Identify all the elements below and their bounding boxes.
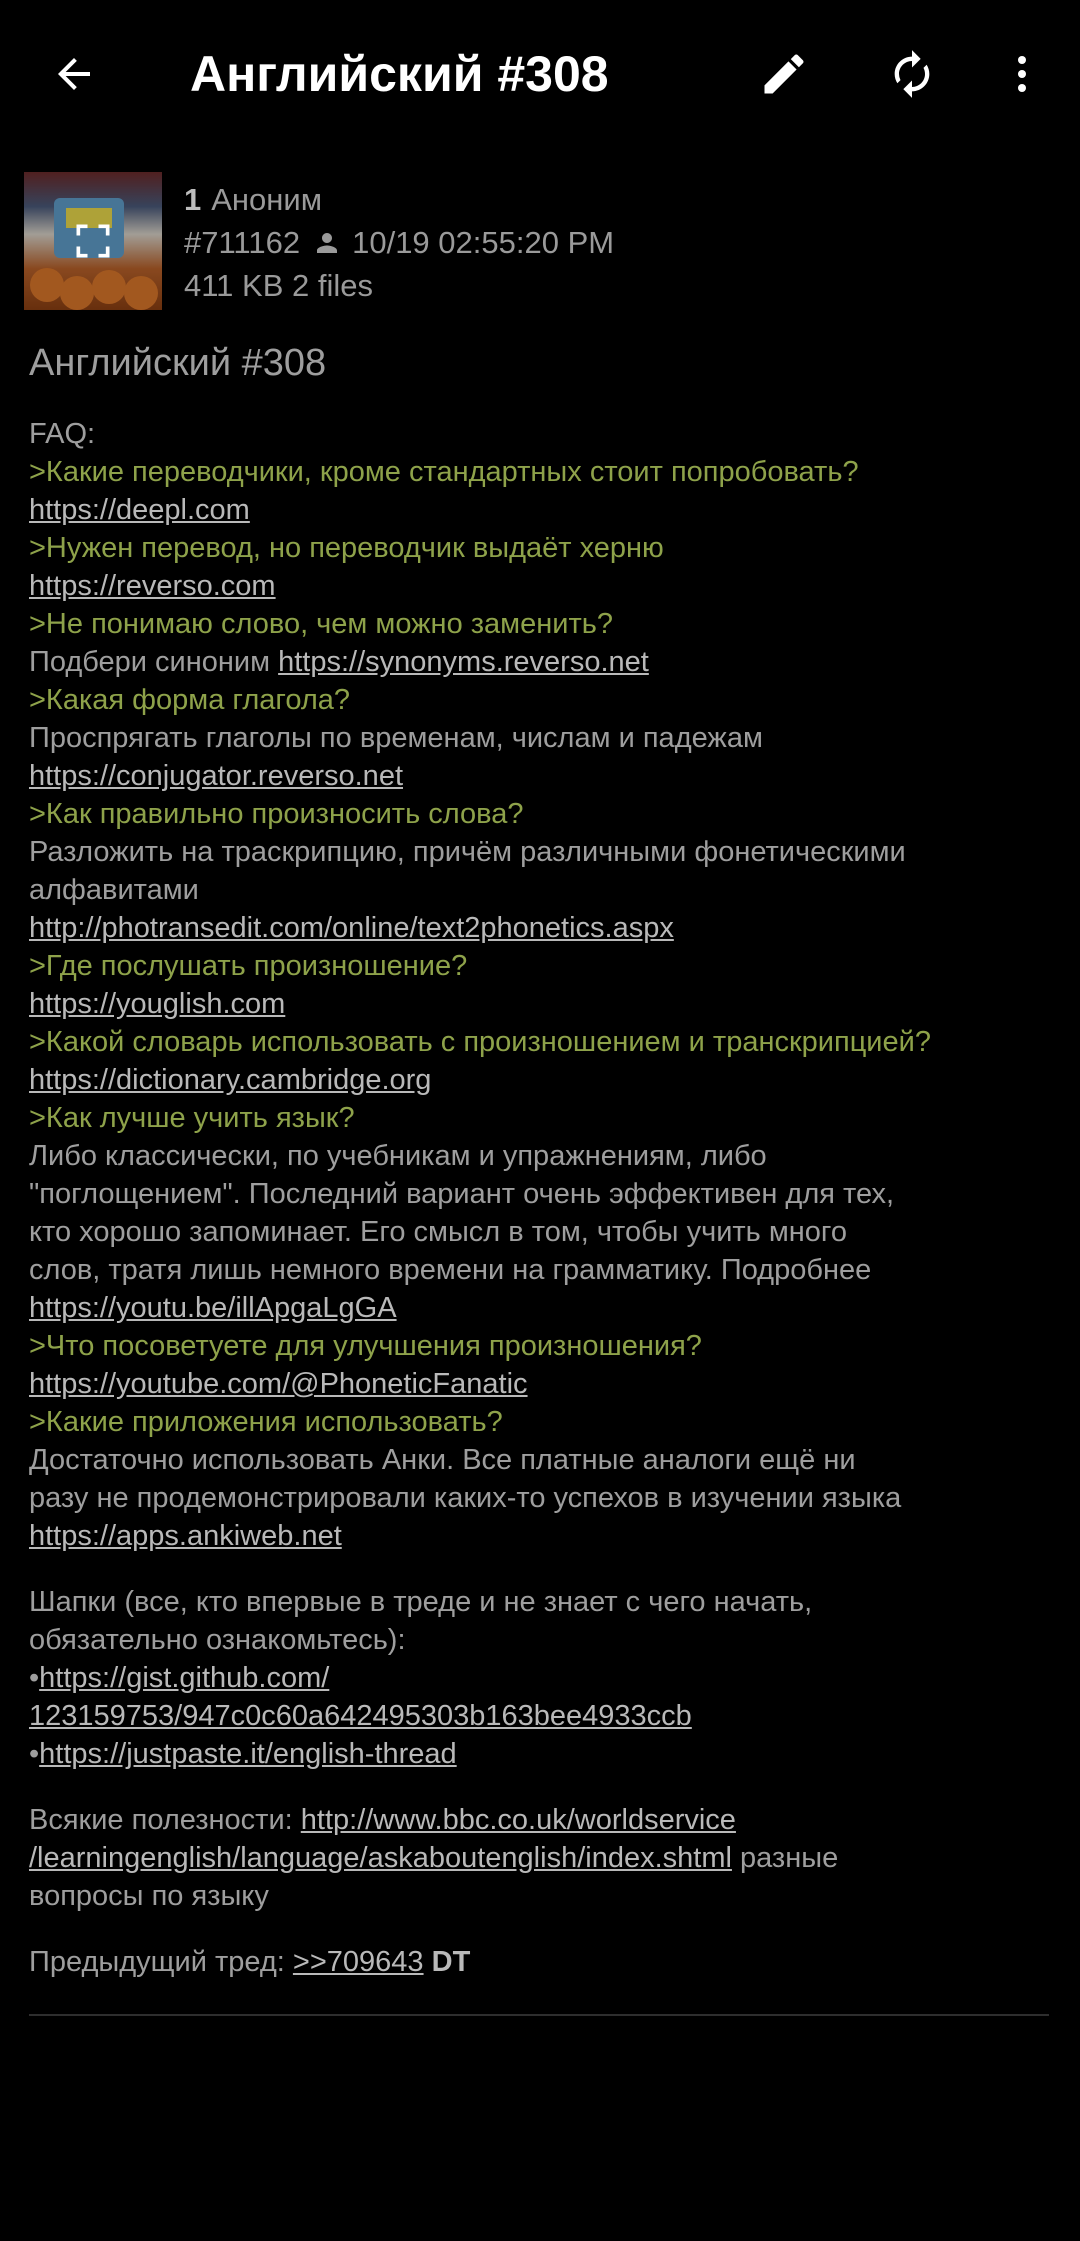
- post-divider: [29, 2014, 1049, 2016]
- quote-line: >Не понимаю слово, чем можно заменить?: [29, 608, 613, 640]
- text-line: "поглощением". Последний вариант очень эффективен для тех,: [29, 1178, 895, 1210]
- link[interactable]: https://youtube.com/@PhoneticFanatic: [29, 1368, 528, 1400]
- previous-thread-link[interactable]: >>709643: [292, 1946, 424, 1978]
- post-files: 411 KB 2 files: [184, 268, 373, 303]
- link[interactable]: https://dictionary.cambridge.org: [29, 1064, 432, 1096]
- refresh-button[interactable]: [872, 34, 952, 114]
- link[interactable]: 123159753/947c0c60a642495303b163bee4933ccb: [29, 1700, 692, 1732]
- text-line: разу не продемонстрировали каких-то успехов в изучении языка: [29, 1482, 902, 1514]
- quote-line: >Как лучше учить язык?: [29, 1102, 355, 1134]
- link[interactable]: http://www.bbc.co.uk/worldservice: [300, 1804, 736, 1836]
- quote-line: >Какие переводчики, кроме стандартных стоит попробовать?: [29, 456, 859, 488]
- text-line: Либо классически, по учебникам и упражнениям, либо: [29, 1140, 767, 1172]
- quote-line: >Как правильно произносить слова?: [29, 798, 524, 830]
- more-menu-button[interactable]: [982, 34, 1062, 114]
- post-id[interactable]: #711162: [184, 225, 301, 260]
- text-line: обязательно ознакомьтесь):: [29, 1624, 406, 1656]
- link[interactable]: https://deepl.com: [29, 494, 250, 526]
- post-body: [29, 415, 1059, 1981]
- pencil-icon: [758, 48, 810, 100]
- bullet: •: [29, 1662, 40, 1694]
- reply-button[interactable]: [744, 34, 824, 114]
- post-datetime: 10/19 02:55:20 PM: [352, 225, 615, 260]
- faq-label: FAQ:: [29, 418, 96, 450]
- spacer: [29, 1555, 1059, 1583]
- text-line: Разложить на траскрипцию, причём различными фонетическими: [29, 836, 906, 868]
- person-icon: [312, 228, 342, 258]
- previous-thread-tag: DT: [423, 1946, 471, 1978]
- text-line: разные: [731, 1842, 839, 1874]
- post-meta: [184, 178, 614, 307]
- quote-line: >Какой словарь использовать с произношением и транскрипцией?: [29, 1026, 931, 1058]
- text-line: алфавитами: [29, 874, 199, 906]
- text-line: Подбери синоним: [29, 646, 279, 678]
- bullet: •: [29, 1738, 40, 1770]
- link[interactable]: https://gist.github.com/: [39, 1662, 330, 1694]
- text-line: Достаточно использовать Анки. Все платные аналоги ещё ни: [29, 1444, 856, 1476]
- text-line: вопросы по языку: [29, 1880, 269, 1912]
- link[interactable]: https://apps.ankiweb.net: [29, 1520, 342, 1552]
- quote-line: >Где послушать произношение?: [29, 950, 468, 982]
- quote-line: >Какие приложения использовать?: [29, 1406, 503, 1438]
- spacer: [29, 1773, 1059, 1801]
- more-vert-icon: [998, 50, 1046, 98]
- refresh-icon: [886, 48, 938, 100]
- text-line: Шапки (все, кто впервые в треде и не знает с чего начать,: [29, 1586, 813, 1618]
- post-number: 1: [184, 182, 202, 217]
- expand-icon: [71, 219, 115, 263]
- text-line: Предыдущий тред:: [29, 1946, 293, 1978]
- link[interactable]: https://reverso.com: [29, 570, 276, 602]
- back-button[interactable]: [34, 34, 114, 114]
- link[interactable]: /learningenglish/language/askaboutenglish/index.shtml: [29, 1842, 732, 1874]
- text-line: кто хорошо запоминает. Его смысл в том, чтобы учить много: [29, 1216, 847, 1248]
- link[interactable]: http://photransedit.com/online/text2phonetics.aspx: [29, 912, 674, 944]
- post-thumbnail[interactable]: [24, 172, 162, 310]
- quote-line: >Что посоветуете для улучшения произношения?: [29, 1330, 702, 1362]
- post-author: Аноним: [211, 182, 323, 217]
- link[interactable]: https://synonyms.reverso.net: [278, 646, 649, 678]
- text-line: слов, тратя лишь немного времени на грамматику. Подробнее: [29, 1254, 872, 1286]
- link[interactable]: https://youglish.com: [29, 988, 286, 1020]
- quote-line: >Какая форма глагола?: [29, 684, 351, 716]
- arrow-back-icon: [50, 50, 98, 98]
- link[interactable]: https://youtu.be/illApgaLgGA: [29, 1292, 397, 1324]
- post-subject: Английский #308: [29, 342, 327, 384]
- spacer: [29, 1915, 1059, 1943]
- link[interactable]: https://conjugator.reverso.net: [29, 760, 403, 792]
- text-line: Проспрягать глаголы по временам, числам и падежам: [29, 722, 763, 754]
- quote-line: >Нужен перевод, но переводчик выдаёт херню: [29, 532, 664, 564]
- link[interactable]: https://justpaste.it/english-thread: [39, 1738, 457, 1770]
- thread-title: Английский #308: [190, 46, 609, 102]
- app-bar: [0, 0, 1080, 148]
- text-line: Всякие полезности:: [29, 1804, 301, 1836]
